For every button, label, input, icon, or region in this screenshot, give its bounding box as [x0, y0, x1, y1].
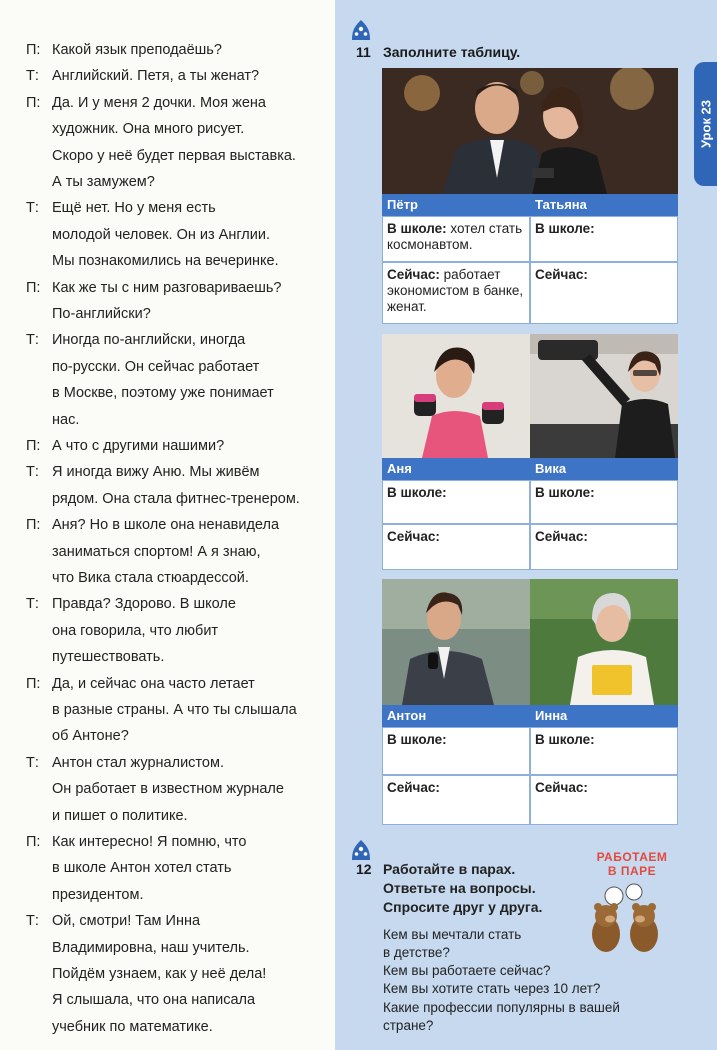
speaker-label: Т: [26, 68, 39, 85]
dialogue-text: Как интересно! Я помню, что [52, 834, 247, 850]
speaker-label: Т: [26, 596, 39, 613]
exercise-12-number: 12 [356, 861, 372, 877]
dialogue-text: в разные страны. А что ты слышала [52, 702, 297, 718]
dialogue-text: и пишет о политике. [52, 807, 188, 824]
speaker-label: П: [26, 834, 41, 850]
cell-petr-now[interactable] [382, 262, 530, 324]
dialogue-text: А ты замужем? [52, 174, 155, 190]
dialogue-text: Да, и сейчас она часто летает [52, 675, 255, 692]
cell-vika-now[interactable] [530, 524, 678, 570]
now-label: Сейчас: [387, 267, 440, 282]
now-label: Сейчас: [535, 780, 588, 795]
dialogue-text: Антон стал журналистом. [52, 754, 224, 771]
speaker-label: Т: [26, 200, 39, 217]
lesson-tab-label: Урок 23 [698, 99, 713, 149]
dialogue-text: в Москве, поэтому уже понимает [52, 385, 274, 402]
pair-work-logo [588, 850, 676, 880]
school-label: В школе: [387, 485, 447, 500]
cell-anton-now[interactable] [382, 775, 530, 825]
photo-anya [382, 334, 530, 458]
now-label: Сейчас: [387, 529, 440, 544]
dialogue-text: заниматься спортом! А я знаю, [52, 543, 261, 560]
ex12-instruction-2: Ответьте на вопросы. [383, 880, 536, 896]
exercise-badge-icon [349, 18, 373, 42]
dialogue-text: об Антоне? [52, 728, 129, 745]
cell-inna-now[interactable] [530, 775, 678, 825]
photo-anton [382, 579, 530, 705]
speaker-label: П: [26, 94, 41, 111]
exercise-11-title: Заполните таблицу. [383, 44, 521, 60]
school-label: В школе: [387, 221, 447, 236]
ex12-question-line: стране? [383, 1018, 434, 1033]
name-tatiana: Татьяна [535, 197, 587, 212]
dialogue-text: Английский. Петя, а ты женат? [52, 68, 260, 85]
dialogue-text: Мы познакомились на вечеринке. [52, 253, 279, 270]
petr-school-text: хотел стать космонавтом. [387, 221, 523, 252]
photo-inna [530, 579, 678, 705]
ex12-question-line: Кем вы хотите стать через 10 лет? [383, 981, 601, 996]
school-label: В школе: [535, 485, 595, 500]
names-row-1 [382, 194, 678, 216]
dialogue-text: в школе Антон хотел стать [52, 860, 232, 877]
dialogue-text: Аня? Но в школе она ненавидела [52, 517, 280, 534]
dialogue-text: рядом. Она стала фитнес-тренером. [52, 490, 300, 507]
dialogue-text: Он работает в известном журнале [52, 781, 284, 798]
school-label: В школе: [535, 221, 595, 236]
dialogue-text: Ой, смотри! Там Инна [52, 913, 201, 930]
name-anton: Антон [387, 708, 427, 723]
name-vika: Вика [535, 461, 567, 476]
ex12-question-line: в детстве? [383, 945, 450, 960]
dialogue-text: она говорила, что любит [52, 622, 219, 639]
school-label: В школе: [387, 732, 447, 747]
name-anya: Аня [387, 461, 412, 476]
now-label: Сейчас: [535, 529, 588, 544]
dialogue-text: По-английски? [52, 306, 151, 322]
ex12-instruction-1: Работайте в парах. [383, 861, 516, 877]
dialogue-text: молодой человек. Он из Англии. [52, 226, 270, 243]
speaker-label: П: [26, 675, 41, 692]
speaker-label: Т: [26, 913, 39, 930]
dialogue-text: Я слышала, что она написала [52, 992, 256, 1009]
name-inna: Инна [535, 708, 568, 723]
now-label: Сейчас: [535, 267, 588, 282]
names-row-3 [382, 705, 678, 727]
petr-now-text: работает экономистом в банке, женат. [387, 267, 524, 314]
dialogue-text: Скоро у неё будет первая выставка. [52, 147, 296, 164]
names-row-2 [382, 458, 678, 480]
dialogue-text: художник. Она много рисует. [52, 121, 245, 138]
photo-petr-tatiana [382, 68, 678, 194]
dialogue-text: Владимировна, наш учитель. [52, 939, 250, 956]
cell-anya-school[interactable] [382, 480, 530, 524]
dialogue-text: Я иногда вижу Аню. Мы живём [52, 464, 260, 481]
cell-vika-school[interactable] [530, 480, 678, 524]
cell-anton-school[interactable] [382, 727, 530, 775]
cell-tatiana-now[interactable] [530, 262, 678, 324]
pair-logo-line-2: В ПАРЕ [607, 864, 657, 878]
ex12-instruction-3: Спросите друг у друга. [383, 899, 543, 915]
dialogue-text: Иногда по-английски, иногда [52, 332, 246, 349]
speaker-label: П: [26, 517, 41, 534]
cell-inna-school[interactable] [530, 727, 678, 775]
exercise-11-number: 11 [356, 44, 371, 60]
speaker-label: Т: [26, 332, 39, 349]
dialogue-text: учебник по математике. [52, 1018, 213, 1035]
ex12-question-line: Какие профессии популярны в вашей [383, 1000, 620, 1015]
speaker-label: Т: [26, 754, 39, 771]
bears-talking-icon [586, 882, 666, 954]
pair-logo-line-1: РАБОТАЕМ [596, 850, 668, 864]
dialogue-text: Какой язык преподаёшь? [52, 42, 222, 58]
cell-tatiana-school[interactable] [530, 216, 678, 262]
exercise-badge-icon [349, 838, 373, 862]
dialogue-column [0, 0, 335, 1050]
school-label: В школе: [535, 732, 595, 747]
ex12-question-line: Кем вы работаете сейчас? [383, 963, 551, 978]
dialogue-text: А что с другими нашими? [52, 438, 225, 454]
dialogue-text: президентом. [52, 886, 144, 903]
now-label: Сейчас: [387, 780, 440, 795]
dialogue-text: нас. [52, 411, 80, 428]
ex12-question-line: Кем вы мечтали стать [383, 927, 522, 942]
dialogue-text: по-русски. Он сейчас работает [52, 358, 260, 375]
cell-petr-school[interactable] [382, 216, 530, 262]
speaker-label: П: [26, 438, 41, 454]
cell-anya-now[interactable] [382, 524, 530, 570]
dialogue-text: Как же ты с ним разговариваешь? [52, 279, 282, 296]
name-petr: Пётр [387, 197, 418, 212]
dialogue-text: Да. И у меня 2 дочки. Моя жена [52, 94, 266, 111]
speaker-label: П: [26, 42, 41, 58]
dialogue-text: путешествовать. [52, 649, 165, 666]
dialogue-text: Пойдём узнаем, как у неё дела! [52, 966, 267, 982]
lesson-tab [694, 62, 717, 186]
dialogue-text: что Вика стала стюардессой. [52, 570, 249, 586]
speaker-label: П: [26, 279, 41, 296]
speaker-label: Т: [26, 464, 39, 481]
photo-vika [530, 334, 678, 458]
dialogue-text: Правда? Здорово. В школе [52, 596, 236, 613]
dialogue-text: Ещё нет. Но у меня есть [52, 200, 216, 217]
